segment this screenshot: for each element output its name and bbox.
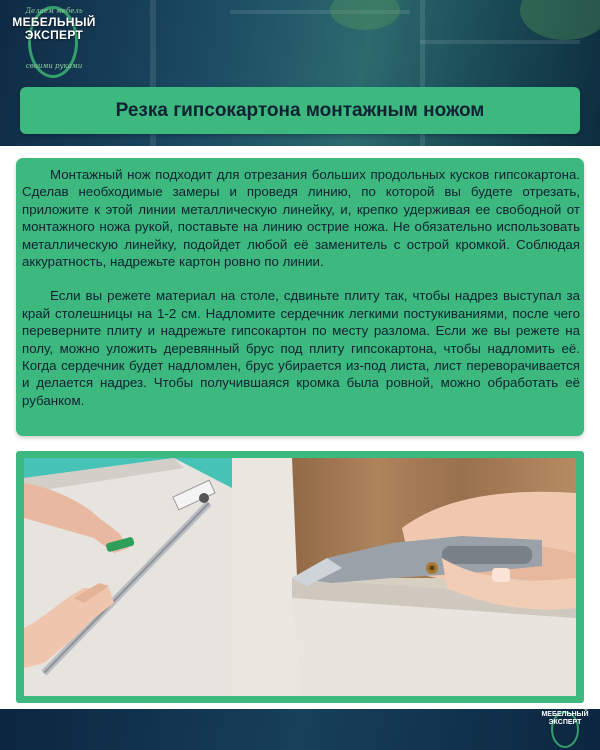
logo-brand-line2: ЭКСПЕРТ <box>24 28 84 42</box>
logo-brand-line1: МЕБЕЛЬНЫЙ <box>12 15 96 29</box>
paragraph-2: Если вы режете материал на столе, сдвиньте плиту так, чтобы надрез выступал за край столешницы на 1-2 см. Надломите сердечник легкими постукиваниями, после чего переверните плиту и надрежьте гипсокартон по месту разлома. Если же вы режете на полу, можно уложить деревянный брус под плиту гипсокартона, чтобы надломить её. Когда сердечник будет надломлен, брус убирается из-под листа, лист переворачивается и делается надрез. Чтобы получившаяся кромка была ровной, можно обработать её рубанком. <box>22 288 580 408</box>
background-shelf <box>420 40 580 44</box>
photo-frame <box>16 451 584 703</box>
logo-tagline-bottom: своими руками <box>25 62 83 70</box>
background-plant <box>330 0 400 30</box>
logo-tagline-top: Делаем мебель <box>25 7 83 15</box>
brand-logo[interactable] <box>6 4 102 82</box>
photo-knife-cutting-edge <box>232 458 576 696</box>
cutting-with-ruler-illustration <box>24 458 232 696</box>
title-bar <box>20 87 580 134</box>
footer-logo-brand-line1: МЕБЕЛЬНЫЙ <box>541 711 589 718</box>
footer-logo-brand-line2: ЭКСПЕРТ <box>548 719 582 726</box>
article-text-box <box>16 158 584 436</box>
background-plant <box>520 0 600 40</box>
footer-banner <box>0 709 600 750</box>
page-title: Резка гипсокартона монтажным ножом <box>115 99 485 121</box>
photo-cutting-with-ruler <box>24 458 232 696</box>
paragraph-1: Монтажный нож подходит для отрезания больших продольных кусков гипсокартона. Сделав необходимые замеры и проведя линию, по которой вы будете отрезать, приложите к этой линии металлическую линейку, и, крепко удерживая ее свободной от монтажного ножа рукой, поставьте на линию острие ножа. Не обязательно использовать металлическую линейку, подойдет любой её заменитель с острой кромкой. Соблюдая аккуратность, надрежьте картон ровно по линии. <box>22 167 580 270</box>
knife-cutting-edge-illustration <box>232 458 576 696</box>
footer-logo[interactable] <box>540 711 590 748</box>
header-banner <box>0 0 600 146</box>
